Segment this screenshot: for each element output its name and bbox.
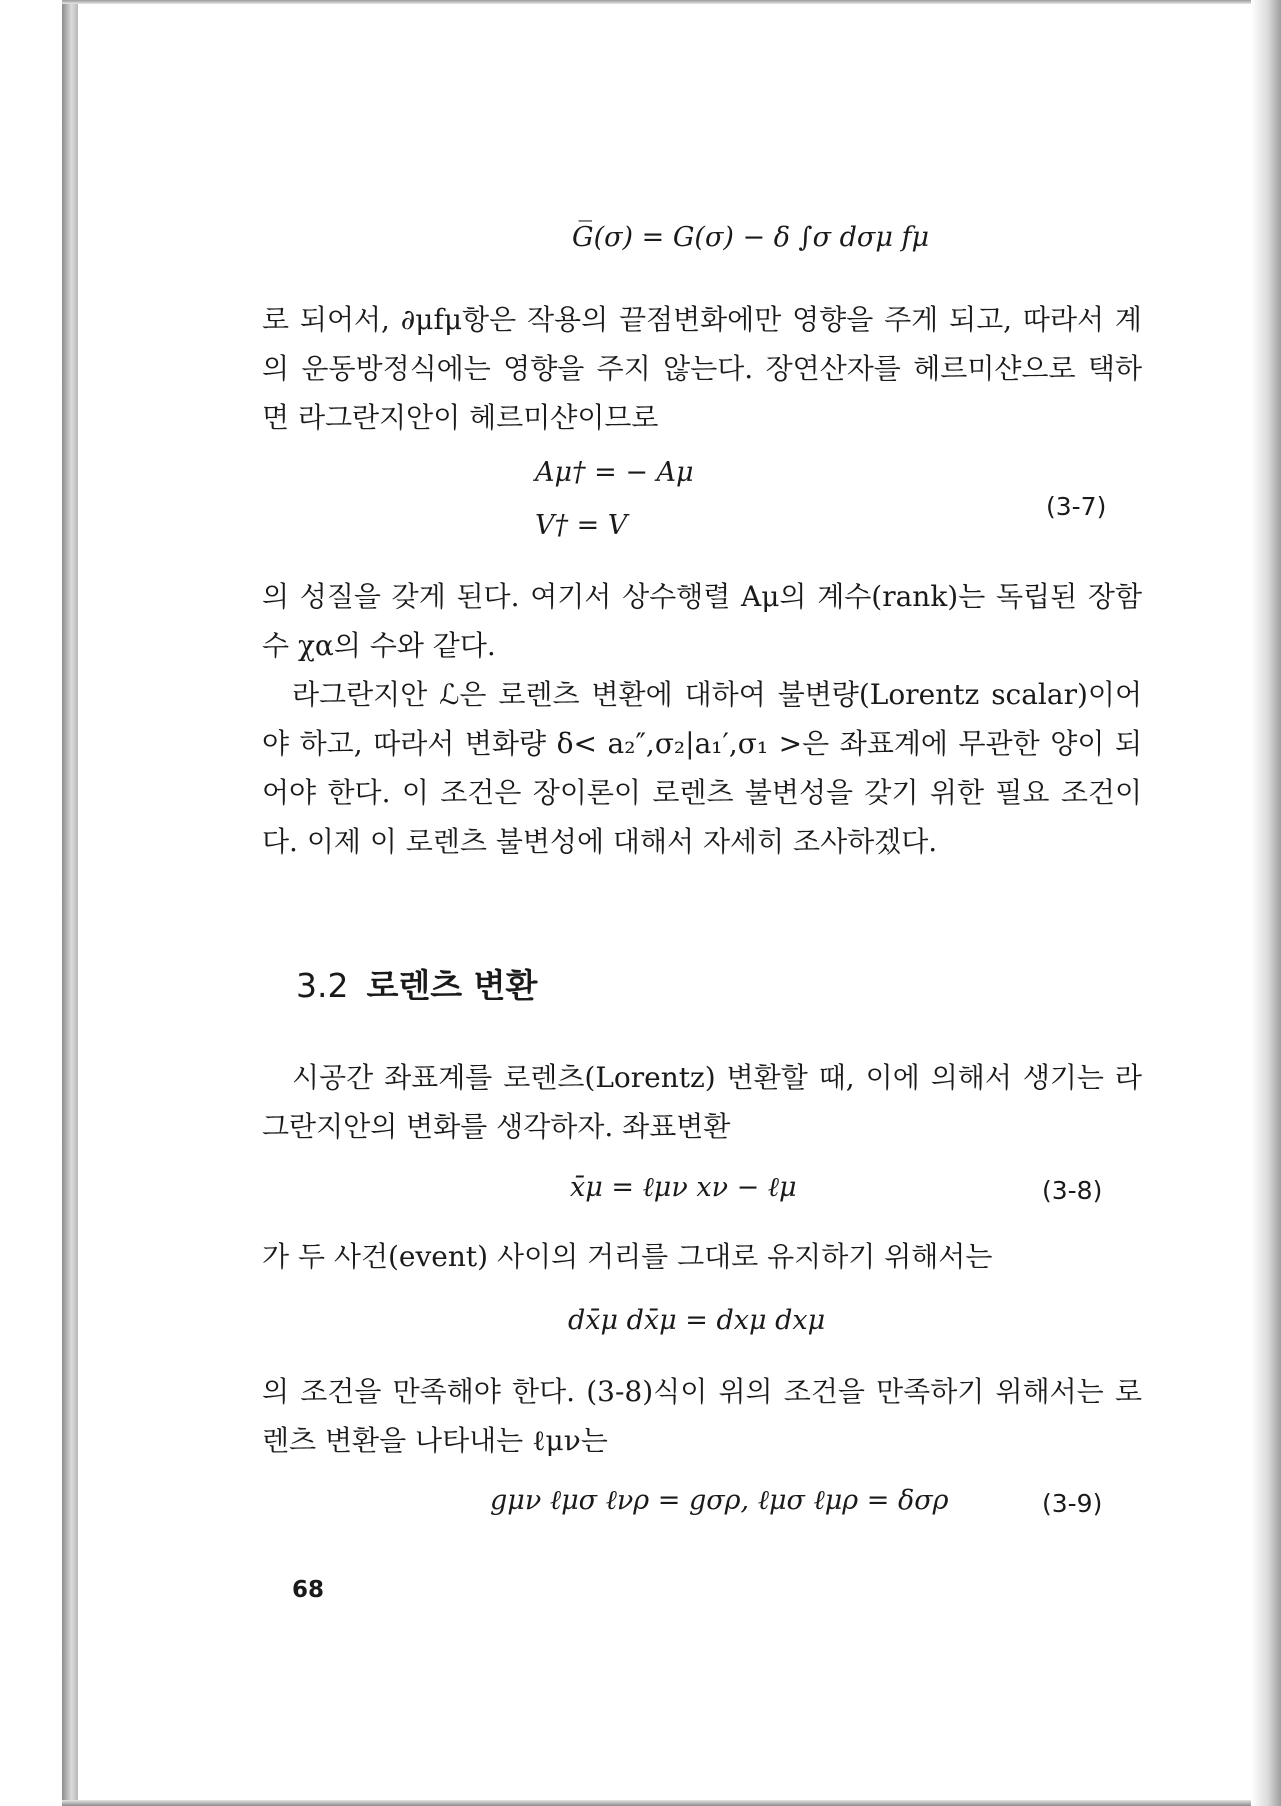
equation-3-8-number: (3-8)	[1042, 1176, 1103, 1205]
page	[78, 4, 1251, 1800]
paragraph-6	[262, 1367, 1142, 1465]
equation-3-7-number: (3-7)	[1046, 492, 1107, 521]
equation-3-9: gμν ℓμσ ℓνρ = gσρ, ℓμσ ℓμρ = δσρ	[490, 1485, 949, 1516]
page-number: 68	[292, 1577, 325, 1603]
equation-distance: dx̄μ dx̄μ = dxμ dxμ	[568, 1305, 826, 1336]
book-spine	[62, 0, 78, 1806]
paragraph-6-text: 의 조건을 만족해야 한다. (3-8)식이 위의 조건을 만족하기 위해서는 로렌츠 변환을 나타내는 ℓμν는	[262, 1375, 1142, 1457]
paragraph-3	[262, 670, 1142, 866]
paragraph-4-text: 시공간 좌표계를 로렌츠(Lorentz) 변환할 때, 이에 의해서 생기는 라그란지안의 변화를 생각하자. 좌표변환	[262, 1061, 1142, 1143]
section-heading	[296, 960, 537, 1007]
section-title: 로렌츠 변환	[366, 966, 538, 1005]
equation-top: G̅(σ) = G(σ) − δ ∫σ dσμ fμ	[572, 222, 930, 253]
paragraph-4	[262, 1053, 1142, 1151]
paragraph-2-text: 의 성질을 갖게 된다. 여기서 상수행렬 Aμ의 계수(rank)는 독립된 장함수 χα의 수와 같다.	[262, 580, 1142, 662]
paragraph-3-text: 라그란지안 ℒ은 로렌츠 변환에 대하여 불변량(Lorentz scalar)이어야 하고, 따라서 변화량 δ< a₂″,σ₂|a₁′,σ₁ >은 좌표계에 무관한 양이 되어야 한다. 이 조건은 장이론이 로렌츠 불변성을 갖기 위한 필요 조건이다. 이제 이 로렌츠 불변성에 대해서 자세히 조사하겠다.	[262, 678, 1142, 858]
paragraph-5-text: 가 두 사건(event) 사이의 거리를 그대로 유지하기 위해서는	[262, 1240, 993, 1273]
paragraph-1	[262, 295, 1142, 442]
equation-3-8: x̄μ = ℓμν xν − ℓμ	[570, 1172, 797, 1203]
equation-3-7-line-2: V† = V	[535, 510, 628, 541]
book-right-shade	[1251, 0, 1281, 1806]
section-number: 3.2	[296, 966, 349, 1005]
equation-3-9-number: (3-9)	[1042, 1489, 1103, 1518]
paragraph-1-text: 로 되어서, ∂μfμ항은 작용의 끝점변화에만 영향을 주게 되고, 따라서 계의 운동방정식에는 영향을 주지 않는다. 장연산자를 헤르미샨으로 택하면 라그란지안이 헤르미샨이므로	[262, 303, 1142, 434]
book-bottom-edge	[62, 1800, 1281, 1806]
equation-3-7-line-1: Aμ† = − Aμ	[535, 457, 694, 488]
paragraph-5	[262, 1232, 1142, 1281]
paragraph-2	[262, 572, 1142, 670]
